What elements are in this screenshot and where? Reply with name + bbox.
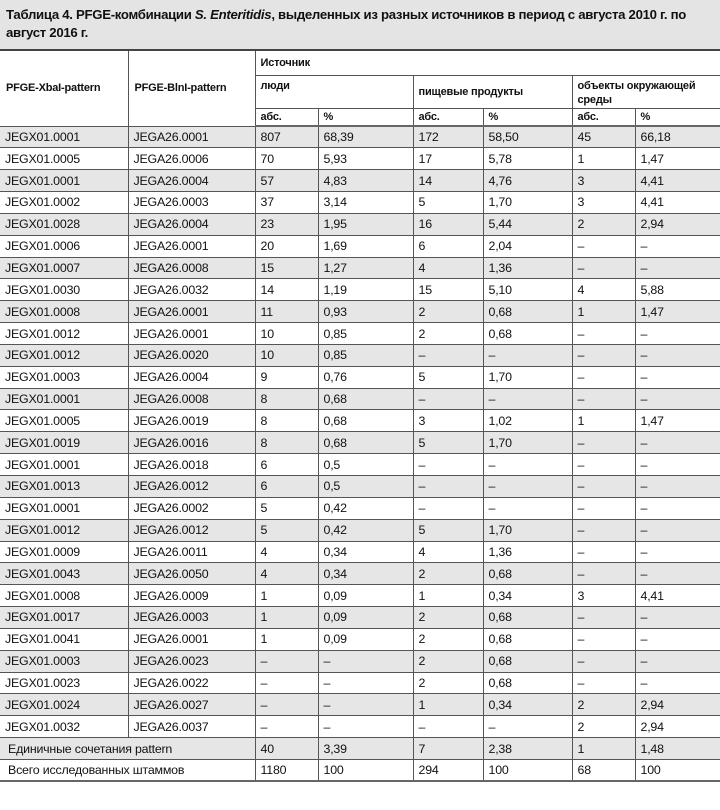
- table-row: [0, 694, 720, 716]
- summary-cell-label: Единичные сочетания pattern: [0, 738, 255, 760]
- cell-people-abs: 10: [255, 323, 318, 345]
- cell-env-abs: 1: [572, 410, 635, 432]
- cell-env-abs: 2: [572, 213, 635, 235]
- cell-food-pct: 1,70: [483, 432, 572, 454]
- summary-row-single: [0, 738, 720, 760]
- header-blnl: PFGE-BlnI-pattern: [128, 50, 255, 126]
- cell-food-abs: –: [413, 388, 483, 410]
- cell-people-abs: 807: [255, 126, 318, 148]
- cell-people-pct: 5,93: [318, 148, 413, 170]
- cell-env-pct: –: [635, 497, 720, 519]
- cell-food-pct: 5,44: [483, 213, 572, 235]
- table-row: [0, 497, 720, 519]
- cell-env-pct: 66,18: [635, 126, 720, 148]
- cell-env-abs: –: [572, 541, 635, 563]
- cell-env-pct: 2,94: [635, 694, 720, 716]
- cell-people-pct: 0,76: [318, 366, 413, 388]
- cell-people-pct: 0,42: [318, 519, 413, 541]
- cell-people-abs: 5: [255, 497, 318, 519]
- cell-env-abs: –: [572, 454, 635, 476]
- cell-env-abs: 3: [572, 585, 635, 607]
- cell-blnl-pattern: JEGA26.0001: [128, 323, 255, 345]
- cell-food-pct: 1,70: [483, 192, 572, 214]
- summary-cell-food-pct: 2,38: [483, 738, 572, 760]
- cell-xbal-pattern: JEGX01.0003: [0, 650, 128, 672]
- summary-cell-people-pct: 100: [318, 759, 413, 781]
- cell-people-abs: 8: [255, 432, 318, 454]
- cell-blnl-pattern: JEGA26.0019: [128, 410, 255, 432]
- table-row: [0, 279, 720, 301]
- cell-blnl-pattern: JEGA26.0037: [128, 716, 255, 738]
- cell-people-pct: 0,09: [318, 628, 413, 650]
- cell-food-pct: 0,68: [483, 650, 572, 672]
- cell-env-abs: –: [572, 607, 635, 629]
- cell-env-pct: 4,41: [635, 170, 720, 192]
- cell-people-abs: 11: [255, 301, 318, 323]
- cell-blnl-pattern: JEGA26.0022: [128, 672, 255, 694]
- cell-food-abs: 15: [413, 279, 483, 301]
- cell-xbal-pattern: JEGX01.0008: [0, 301, 128, 323]
- cell-xbal-pattern: JEGX01.0001: [0, 497, 128, 519]
- cell-blnl-pattern: JEGA26.0023: [128, 650, 255, 672]
- cell-food-pct: 0,34: [483, 694, 572, 716]
- header-sub-pct: %: [635, 108, 720, 126]
- cell-people-abs: 10: [255, 344, 318, 366]
- cell-blnl-pattern: JEGA26.0001: [128, 126, 255, 148]
- cell-food-abs: –: [413, 454, 483, 476]
- cell-blnl-pattern: JEGA26.0002: [128, 497, 255, 519]
- header-sub-abs: абс.: [255, 108, 318, 126]
- cell-blnl-pattern: JEGA26.0003: [128, 607, 255, 629]
- cell-env-abs: –: [572, 235, 635, 257]
- table-row: [0, 541, 720, 563]
- cell-people-abs: 57: [255, 170, 318, 192]
- cell-env-pct: 4,41: [635, 585, 720, 607]
- cell-people-abs: 37: [255, 192, 318, 214]
- cell-people-abs: 9: [255, 366, 318, 388]
- caption-prefix: Таблица 4. PFGE-комбинации: [6, 7, 195, 22]
- cell-blnl-pattern: JEGA26.0004: [128, 366, 255, 388]
- cell-xbal-pattern: JEGX01.0013: [0, 476, 128, 498]
- summary-cell-food-abs: 7: [413, 738, 483, 760]
- header-group-people: люди: [255, 75, 413, 108]
- cell-xbal-pattern: JEGX01.0009: [0, 541, 128, 563]
- cell-blnl-pattern: JEGA26.0003: [128, 192, 255, 214]
- cell-people-pct: –: [318, 650, 413, 672]
- cell-blnl-pattern: JEGA26.0006: [128, 148, 255, 170]
- cell-food-pct: –: [483, 716, 572, 738]
- cell-xbal-pattern: JEGX01.0001: [0, 126, 128, 148]
- cell-blnl-pattern: JEGA26.0001: [128, 628, 255, 650]
- summary-cell-food-pct: 100: [483, 759, 572, 781]
- cell-food-abs: –: [413, 716, 483, 738]
- cell-people-abs: 20: [255, 235, 318, 257]
- table-row: [0, 607, 720, 629]
- cell-env-pct: –: [635, 454, 720, 476]
- cell-food-pct: 0,68: [483, 607, 572, 629]
- cell-xbal-pattern: JEGX01.0030: [0, 279, 128, 301]
- cell-env-pct: 1,47: [635, 301, 720, 323]
- cell-food-abs: 2: [413, 672, 483, 694]
- cell-people-pct: 0,09: [318, 607, 413, 629]
- cell-people-pct: 0,34: [318, 541, 413, 563]
- cell-xbal-pattern: JEGX01.0024: [0, 694, 128, 716]
- cell-people-abs: –: [255, 716, 318, 738]
- cell-env-abs: –: [572, 388, 635, 410]
- cell-people-abs: 1: [255, 607, 318, 629]
- cell-env-abs: 1: [572, 301, 635, 323]
- table-row: [0, 323, 720, 345]
- cell-people-pct: –: [318, 694, 413, 716]
- cell-env-abs: –: [572, 476, 635, 498]
- cell-people-abs: –: [255, 672, 318, 694]
- cell-env-pct: 2,94: [635, 716, 720, 738]
- table-row: [0, 432, 720, 454]
- cell-people-abs: 15: [255, 257, 318, 279]
- table-row: [0, 257, 720, 279]
- cell-xbal-pattern: JEGX01.0043: [0, 563, 128, 585]
- header-sub-pct: %: [318, 108, 413, 126]
- cell-food-abs: 1: [413, 585, 483, 607]
- cell-food-pct: 0,68: [483, 563, 572, 585]
- cell-food-abs: 6: [413, 235, 483, 257]
- cell-people-abs: 4: [255, 541, 318, 563]
- cell-env-pct: –: [635, 366, 720, 388]
- cell-env-pct: –: [635, 607, 720, 629]
- cell-env-pct: –: [635, 344, 720, 366]
- table-row: [0, 126, 720, 148]
- cell-blnl-pattern: JEGA26.0027: [128, 694, 255, 716]
- cell-food-pct: 4,76: [483, 170, 572, 192]
- cell-people-abs: 8: [255, 388, 318, 410]
- cell-food-abs: –: [413, 476, 483, 498]
- cell-people-pct: 0,68: [318, 410, 413, 432]
- cell-blnl-pattern: JEGA26.0012: [128, 519, 255, 541]
- cell-env-abs: –: [572, 497, 635, 519]
- cell-env-pct: –: [635, 519, 720, 541]
- summary-cell-people-abs: 1180: [255, 759, 318, 781]
- cell-env-abs: 1: [572, 148, 635, 170]
- cell-env-pct: –: [635, 628, 720, 650]
- cell-food-pct: 1,36: [483, 541, 572, 563]
- cell-people-abs: 8: [255, 410, 318, 432]
- cell-people-abs: 70: [255, 148, 318, 170]
- cell-xbal-pattern: JEGX01.0003: [0, 366, 128, 388]
- cell-people-abs: 1: [255, 628, 318, 650]
- cell-food-pct: 0,68: [483, 672, 572, 694]
- cell-env-abs: –: [572, 519, 635, 541]
- cell-people-abs: 6: [255, 476, 318, 498]
- table-row: [0, 716, 720, 738]
- cell-food-abs: 14: [413, 170, 483, 192]
- table-row: [0, 519, 720, 541]
- cell-people-pct: 1,19: [318, 279, 413, 301]
- cell-food-abs: 4: [413, 257, 483, 279]
- summary-cell-food-abs: 294: [413, 759, 483, 781]
- cell-people-abs: 23: [255, 213, 318, 235]
- cell-people-pct: 0,68: [318, 388, 413, 410]
- cell-xbal-pattern: JEGX01.0019: [0, 432, 128, 454]
- cell-food-pct: –: [483, 497, 572, 519]
- cell-env-pct: –: [635, 563, 720, 585]
- cell-people-pct: 68,39: [318, 126, 413, 148]
- cell-blnl-pattern: JEGA26.0008: [128, 257, 255, 279]
- summary-cell-people-abs: 40: [255, 738, 318, 760]
- cell-food-abs: 5: [413, 519, 483, 541]
- cell-food-abs: 2: [413, 628, 483, 650]
- cell-people-pct: 0,85: [318, 344, 413, 366]
- table-row: [0, 344, 720, 366]
- table-row: [0, 454, 720, 476]
- cell-env-abs: 45: [572, 126, 635, 148]
- cell-food-pct: 5,78: [483, 148, 572, 170]
- cell-food-abs: 5: [413, 192, 483, 214]
- cell-food-abs: 5: [413, 432, 483, 454]
- header-group-food: пищевые продукты: [413, 75, 572, 108]
- cell-env-pct: 1,47: [635, 148, 720, 170]
- cell-env-pct: –: [635, 672, 720, 694]
- cell-food-pct: 58,50: [483, 126, 572, 148]
- cell-people-abs: 6: [255, 454, 318, 476]
- table-row: [0, 366, 720, 388]
- cell-food-pct: 2,04: [483, 235, 572, 257]
- table-row: [0, 650, 720, 672]
- cell-people-pct: 0,34: [318, 563, 413, 585]
- cell-env-abs: 2: [572, 694, 635, 716]
- cell-food-abs: 1: [413, 694, 483, 716]
- cell-xbal-pattern: JEGX01.0028: [0, 213, 128, 235]
- cell-env-pct: 4,41: [635, 192, 720, 214]
- pfge-table: [0, 49, 720, 782]
- cell-blnl-pattern: JEGA26.0001: [128, 301, 255, 323]
- cell-env-abs: –: [572, 323, 635, 345]
- cell-food-abs: 3: [413, 410, 483, 432]
- cell-blnl-pattern: JEGA26.0020: [128, 344, 255, 366]
- cell-xbal-pattern: JEGX01.0008: [0, 585, 128, 607]
- cell-xbal-pattern: JEGX01.0005: [0, 410, 128, 432]
- cell-blnl-pattern: JEGA26.0032: [128, 279, 255, 301]
- cell-people-pct: 0,5: [318, 454, 413, 476]
- cell-xbal-pattern: JEGX01.0002: [0, 192, 128, 214]
- cell-env-pct: –: [635, 650, 720, 672]
- summary-cell-people-pct: 3,39: [318, 738, 413, 760]
- caption-organism: S. Enteritidis: [194, 7, 272, 22]
- cell-people-pct: 4,83: [318, 170, 413, 192]
- cell-food-abs: –: [413, 497, 483, 519]
- cell-xbal-pattern: JEGX01.0012: [0, 519, 128, 541]
- cell-blnl-pattern: JEGA26.0004: [128, 170, 255, 192]
- cell-env-abs: 3: [572, 170, 635, 192]
- cell-food-pct: –: [483, 476, 572, 498]
- cell-blnl-pattern: JEGA26.0012: [128, 476, 255, 498]
- cell-env-abs: –: [572, 563, 635, 585]
- table-body: [0, 126, 720, 781]
- table-row: [0, 563, 720, 585]
- cell-food-pct: –: [483, 388, 572, 410]
- cell-people-pct: 0,42: [318, 497, 413, 519]
- cell-blnl-pattern: JEGA26.0011: [128, 541, 255, 563]
- table-row: [0, 170, 720, 192]
- cell-people-pct: –: [318, 716, 413, 738]
- cell-xbal-pattern: JEGX01.0006: [0, 235, 128, 257]
- cell-env-pct: 1,47: [635, 410, 720, 432]
- cell-env-abs: –: [572, 257, 635, 279]
- cell-people-pct: 0,5: [318, 476, 413, 498]
- cell-blnl-pattern: JEGA26.0016: [128, 432, 255, 454]
- cell-xbal-pattern: JEGX01.0023: [0, 672, 128, 694]
- cell-people-pct: 0,09: [318, 585, 413, 607]
- cell-food-abs: –: [413, 344, 483, 366]
- summary-cell-env-abs: 68: [572, 759, 635, 781]
- cell-env-abs: –: [572, 432, 635, 454]
- summary-row-total: [0, 759, 720, 781]
- header-sub-abs: абс.: [413, 108, 483, 126]
- cell-env-pct: 2,94: [635, 213, 720, 235]
- cell-people-pct: 0,68: [318, 432, 413, 454]
- cell-food-abs: 4: [413, 541, 483, 563]
- cell-env-pct: –: [635, 432, 720, 454]
- cell-env-abs: –: [572, 650, 635, 672]
- cell-food-abs: 2: [413, 650, 483, 672]
- cell-food-pct: 0,68: [483, 628, 572, 650]
- table-row: [0, 301, 720, 323]
- cell-food-pct: 5,10: [483, 279, 572, 301]
- cell-food-abs: 5: [413, 366, 483, 388]
- cell-people-abs: 4: [255, 563, 318, 585]
- cell-xbal-pattern: JEGX01.0041: [0, 628, 128, 650]
- cell-people-pct: –: [318, 672, 413, 694]
- header-group-environment: объекты окружающей среды: [572, 75, 720, 108]
- cell-food-pct: –: [483, 454, 572, 476]
- cell-blnl-pattern: JEGA26.0008: [128, 388, 255, 410]
- cell-people-pct: 1,27: [318, 257, 413, 279]
- cell-xbal-pattern: JEGX01.0001: [0, 388, 128, 410]
- cell-food-abs: 2: [413, 301, 483, 323]
- cell-people-abs: –: [255, 694, 318, 716]
- cell-env-pct: –: [635, 541, 720, 563]
- cell-food-pct: 1,70: [483, 519, 572, 541]
- cell-food-abs: 16: [413, 213, 483, 235]
- summary-cell-env-abs: 1: [572, 738, 635, 760]
- cell-env-abs: 2: [572, 716, 635, 738]
- cell-xbal-pattern: JEGX01.0005: [0, 148, 128, 170]
- summary-cell-env-pct: 100: [635, 759, 720, 781]
- table-row: [0, 192, 720, 214]
- table-row: [0, 476, 720, 498]
- table-row: [0, 628, 720, 650]
- cell-food-abs: 2: [413, 323, 483, 345]
- cell-food-pct: 0,68: [483, 323, 572, 345]
- cell-xbal-pattern: JEGX01.0007: [0, 257, 128, 279]
- cell-xbal-pattern: JEGX01.0032: [0, 716, 128, 738]
- cell-food-pct: –: [483, 344, 572, 366]
- cell-env-abs: –: [572, 344, 635, 366]
- table-row: [0, 235, 720, 257]
- cell-env-abs: –: [572, 672, 635, 694]
- cell-blnl-pattern: JEGA26.0050: [128, 563, 255, 585]
- cell-people-abs: –: [255, 650, 318, 672]
- caption-suffix: , выделенных из разных источников в период с августа 2010 г. по август 2016 г.: [6, 7, 687, 40]
- cell-food-pct: 1,36: [483, 257, 572, 279]
- cell-xbal-pattern: JEGX01.0001: [0, 454, 128, 476]
- cell-food-pct: 1,70: [483, 366, 572, 388]
- table-row: [0, 410, 720, 432]
- cell-people-pct: 0,85: [318, 323, 413, 345]
- cell-people-abs: 14: [255, 279, 318, 301]
- cell-blnl-pattern: JEGA26.0001: [128, 235, 255, 257]
- header-source: Источник: [255, 50, 720, 75]
- table-caption: [0, 0, 720, 49]
- cell-env-pct: 5,88: [635, 279, 720, 301]
- table-row: [0, 672, 720, 694]
- cell-xbal-pattern: JEGX01.0012: [0, 344, 128, 366]
- cell-env-abs: 3: [572, 192, 635, 214]
- cell-env-pct: –: [635, 388, 720, 410]
- cell-xbal-pattern: JEGX01.0001: [0, 170, 128, 192]
- cell-food-abs: 2: [413, 563, 483, 585]
- cell-food-abs: 17: [413, 148, 483, 170]
- cell-blnl-pattern: JEGA26.0018: [128, 454, 255, 476]
- cell-food-pct: 0,68: [483, 301, 572, 323]
- summary-cell-env-pct: 1,48: [635, 738, 720, 760]
- cell-env-abs: –: [572, 628, 635, 650]
- table-row: [0, 148, 720, 170]
- cell-env-abs: –: [572, 366, 635, 388]
- table-row: [0, 585, 720, 607]
- cell-blnl-pattern: JEGA26.0009: [128, 585, 255, 607]
- cell-env-pct: –: [635, 323, 720, 345]
- header-sub-pct: %: [483, 108, 572, 126]
- cell-people-abs: 1: [255, 585, 318, 607]
- cell-food-pct: 1,02: [483, 410, 572, 432]
- header-xbal: PFGE-XbaI-pattern: [0, 50, 128, 126]
- cell-people-pct: 1,69: [318, 235, 413, 257]
- summary-cell-label: Всего исследованных штаммов: [0, 759, 255, 781]
- cell-food-abs: 2: [413, 607, 483, 629]
- cell-food-abs: 172: [413, 126, 483, 148]
- table-row: [0, 213, 720, 235]
- cell-blnl-pattern: JEGA26.0004: [128, 213, 255, 235]
- cell-people-pct: 3,14: [318, 192, 413, 214]
- cell-xbal-pattern: JEGX01.0017: [0, 607, 128, 629]
- cell-food-pct: 0,34: [483, 585, 572, 607]
- cell-people-pct: 0,93: [318, 301, 413, 323]
- cell-env-abs: 4: [572, 279, 635, 301]
- header-sub-abs: абс.: [572, 108, 635, 126]
- cell-env-pct: –: [635, 257, 720, 279]
- cell-env-pct: –: [635, 235, 720, 257]
- cell-people-pct: 1,95: [318, 213, 413, 235]
- cell-xbal-pattern: JEGX01.0012: [0, 323, 128, 345]
- cell-people-abs: 5: [255, 519, 318, 541]
- table-row: [0, 388, 720, 410]
- cell-env-pct: –: [635, 476, 720, 498]
